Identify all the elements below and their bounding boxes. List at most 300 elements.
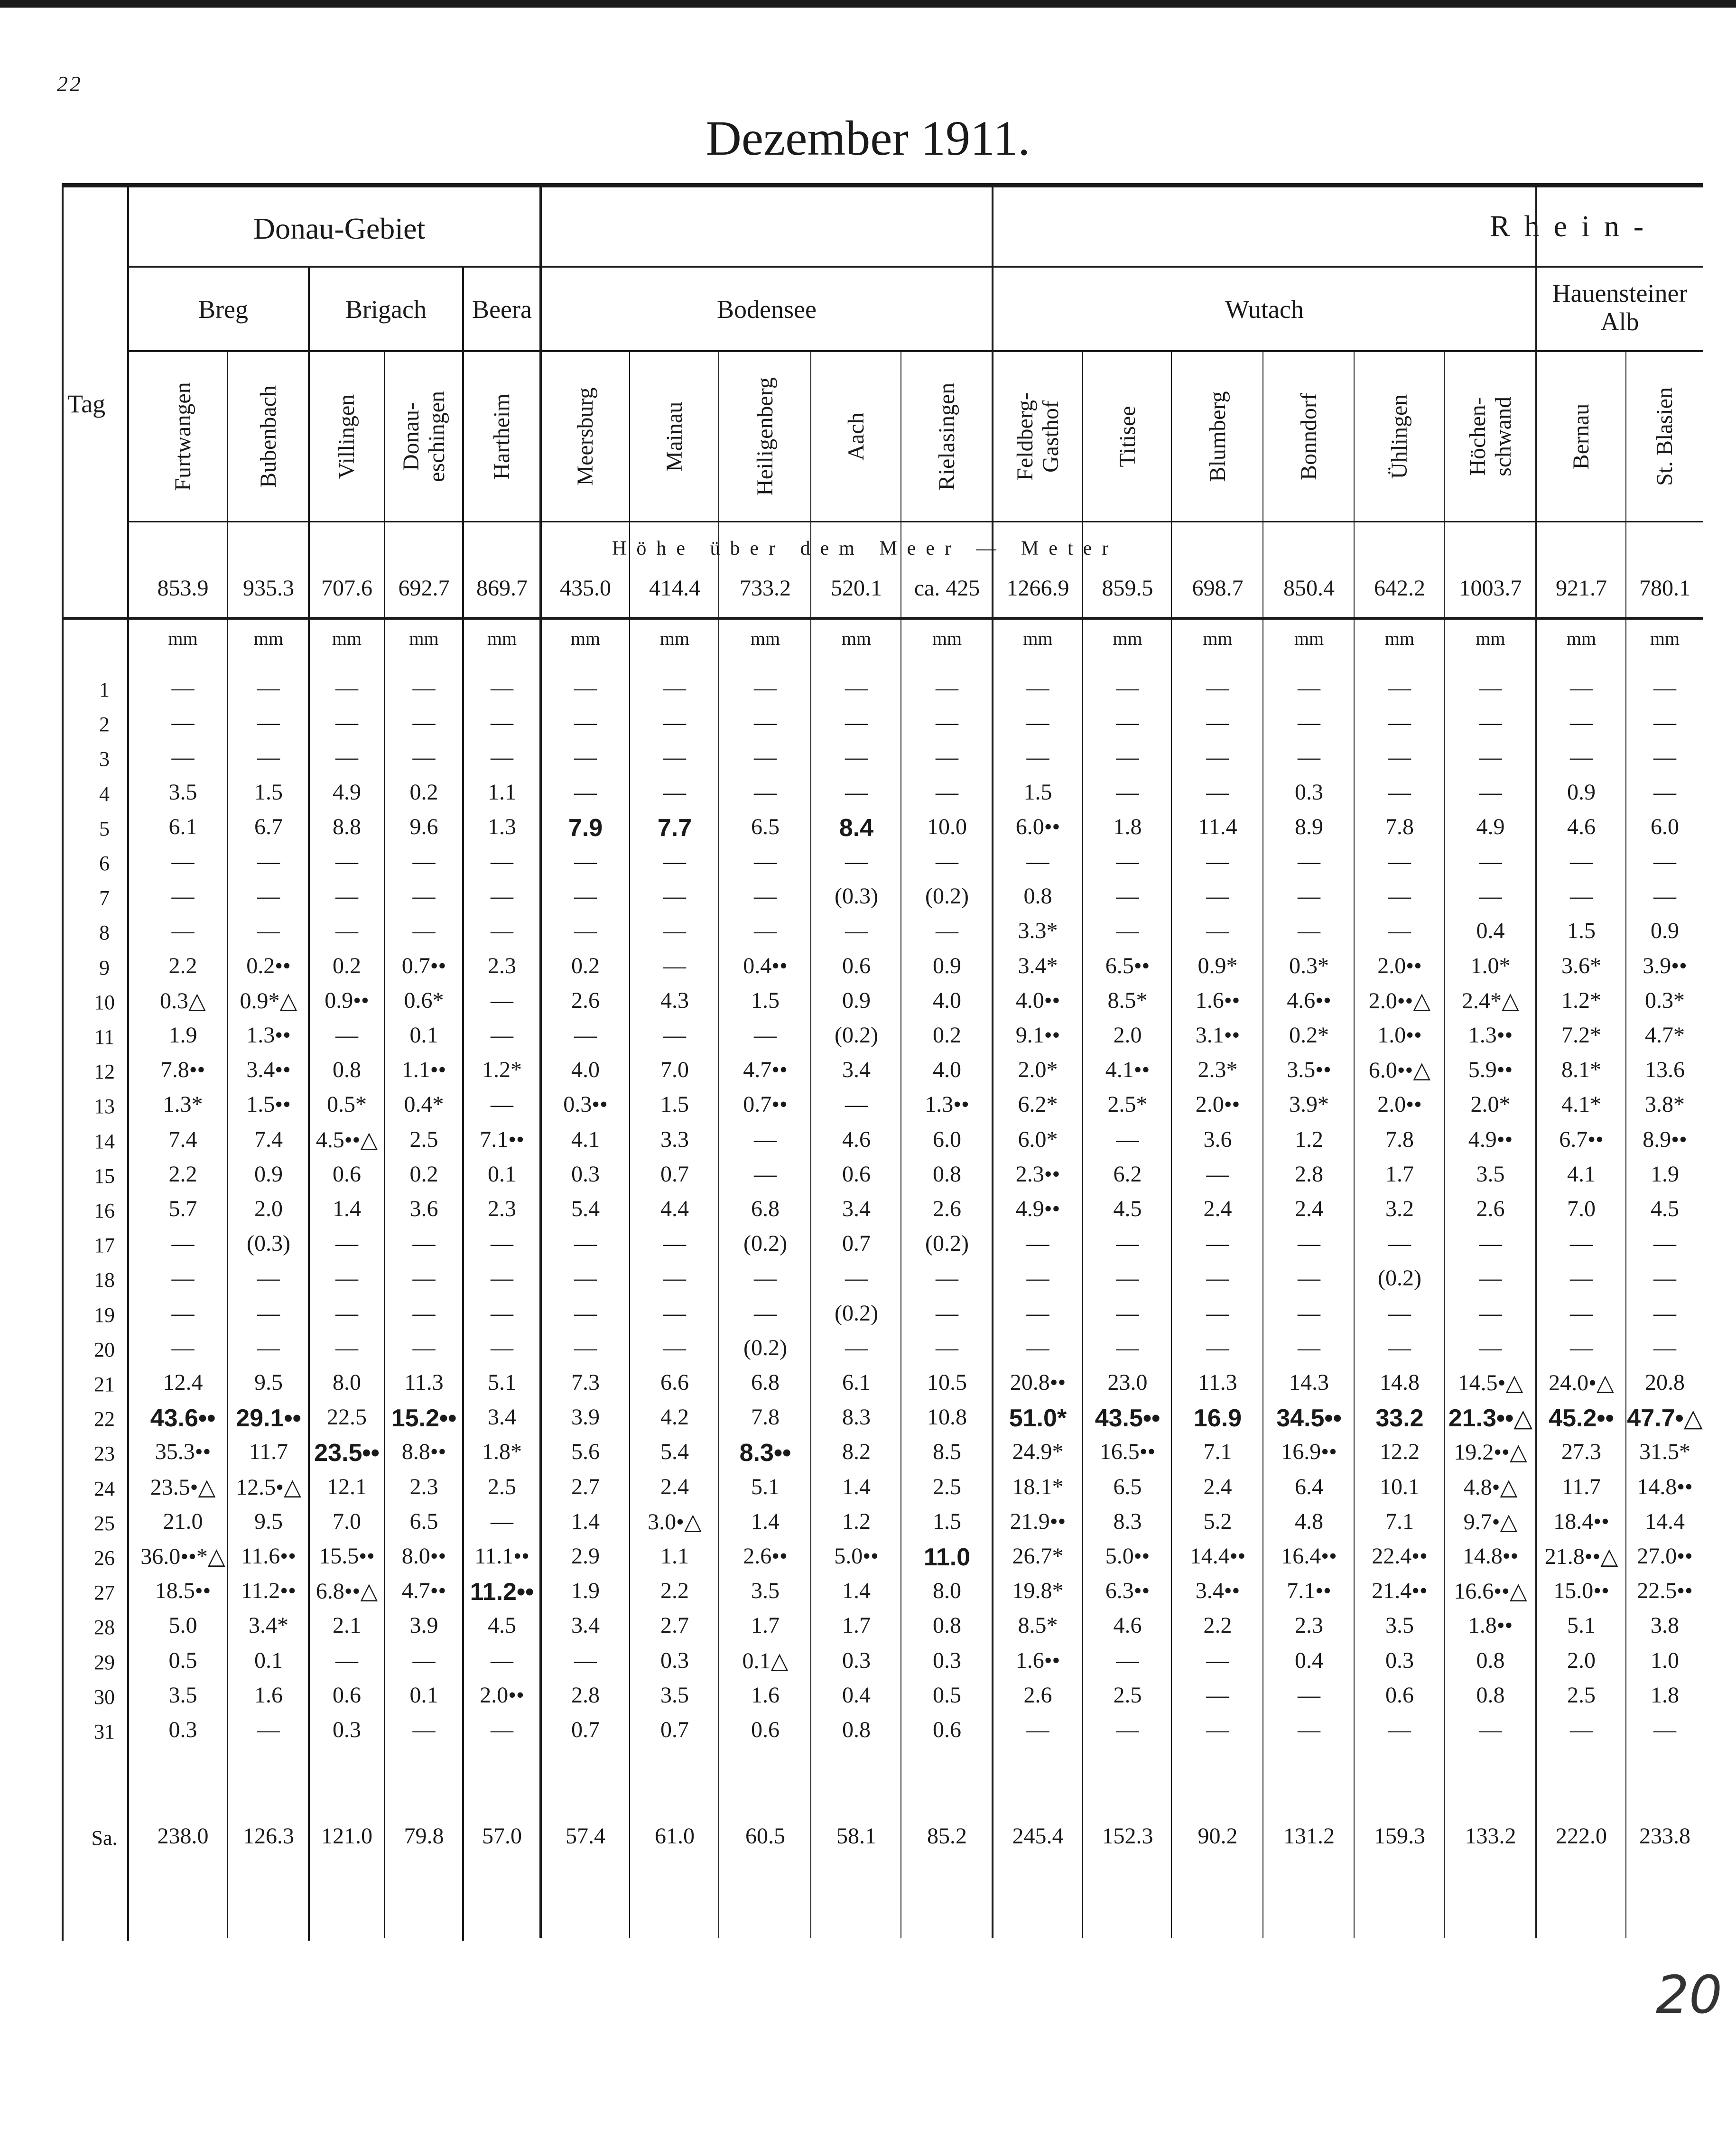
unit-label: mm: [750, 628, 780, 649]
data-cell: —: [1653, 1335, 1676, 1360]
data-cell: —: [574, 1335, 597, 1360]
data-cell: 1.9: [571, 1578, 600, 1604]
station-name-5: Hartheim: [489, 393, 514, 480]
day-number: 5: [99, 817, 110, 840]
data-cell: —: [1298, 1717, 1320, 1742]
day-number: 7: [99, 886, 110, 910]
data-cell: —: [335, 675, 358, 700]
data-cell: 2.0••: [1195, 1092, 1240, 1117]
data-cell: 1.5: [933, 1508, 961, 1534]
data-cell: 1.3••: [1468, 1023, 1513, 1048]
data-cell: 3.4: [488, 1404, 516, 1430]
data-cell: 1.5: [1023, 779, 1052, 805]
data-cell: 5.2: [1203, 1508, 1232, 1534]
page-number: 22: [57, 72, 83, 96]
unit-label: mm: [1203, 628, 1233, 649]
data-cell: 7.8: [1385, 814, 1414, 839]
data-cell: 4.9••: [1015, 1196, 1060, 1221]
data-cell: 8.8••: [401, 1439, 446, 1465]
data-cell: 15.5••: [319, 1544, 375, 1569]
data-cell: 0.9*△: [240, 988, 297, 1014]
day-number: 13: [94, 1095, 115, 1118]
data-cell: —: [1026, 1335, 1049, 1360]
data-cell: 3.6: [1203, 1126, 1232, 1152]
sum-cell: 85.2: [927, 1823, 967, 1849]
data-cell: 1.3••: [246, 1023, 291, 1048]
station-name-18: St. Blasien: [1652, 387, 1677, 486]
data-cell: —: [1653, 744, 1676, 770]
data-cell: —: [574, 849, 597, 874]
data-cell: 0.2*: [1289, 1023, 1329, 1048]
data-cell: 11.7: [249, 1439, 288, 1465]
data-cell: —: [1026, 1717, 1049, 1742]
data-cell: —: [1298, 675, 1320, 700]
day-number: 16: [94, 1199, 115, 1222]
data-cell: (0.2): [1378, 1265, 1421, 1291]
data-cell: 2.2: [168, 1161, 197, 1187]
data-cell: 1.0*: [1470, 953, 1511, 978]
data-cell: 5.1: [488, 1370, 516, 1395]
station-elevation: 642.2: [1374, 576, 1425, 601]
data-cell: 0.3: [660, 1647, 689, 1673]
data-cell: 5.0: [168, 1613, 197, 1638]
data-cell: —: [663, 675, 686, 700]
rule-group-bottom: [128, 266, 1703, 268]
data-cell: —: [412, 884, 436, 909]
data-cell: 3.9: [571, 1404, 600, 1430]
day-number: 10: [94, 990, 115, 1014]
data-cell: —: [1388, 675, 1411, 700]
data-cell: —: [845, 779, 868, 805]
data-cell: —: [1116, 779, 1139, 805]
data-cell: 0.5: [933, 1682, 961, 1708]
data-cell: 0.8: [1476, 1647, 1505, 1673]
data-cell: 5.4: [660, 1439, 689, 1465]
sum-cell: 58.1: [836, 1823, 876, 1849]
data-cell: 1.5: [1567, 918, 1596, 944]
data-cell: —: [335, 1231, 358, 1256]
data-cell: 6.0*: [1018, 1126, 1058, 1152]
data-cell: 1.5: [660, 1092, 689, 1117]
data-cell: —: [1026, 1265, 1049, 1291]
station-name-10: Rielasingen: [934, 382, 959, 491]
data-cell: 6.7••: [1559, 1126, 1604, 1152]
data-cell: —: [1026, 675, 1049, 700]
data-cell: —: [936, 744, 958, 770]
data-cell: —: [754, 1023, 777, 1048]
data-cell: 2.5*: [1107, 1092, 1148, 1117]
station-elevation: 1266.9: [1006, 576, 1069, 601]
data-cell: —: [1206, 1161, 1229, 1187]
handwritten-stamp: 20: [1656, 1964, 1722, 2025]
data-cell: —: [1479, 849, 1502, 874]
data-cell: 1.5••: [246, 1092, 291, 1117]
data-cell: 4.0: [571, 1057, 600, 1083]
data-cell: 4.7••: [743, 1057, 788, 1083]
data-cell: 4.1••: [1105, 1057, 1150, 1083]
data-cell: —: [491, 1231, 513, 1256]
data-cell: 2.3: [409, 1474, 438, 1499]
data-cell: —: [754, 1161, 777, 1187]
data-cell: 1.3••: [925, 1092, 969, 1117]
unit-label: mm: [253, 628, 284, 649]
data-cell: 0.1: [254, 1647, 283, 1673]
day-number: 29: [94, 1650, 115, 1674]
data-cell: 0.3*: [1289, 953, 1329, 978]
data-cell: 1.2*: [482, 1057, 522, 1083]
unit-label: mm: [1023, 628, 1053, 649]
data-cell: —: [663, 918, 686, 944]
data-cell: 21.0: [163, 1508, 203, 1534]
data-cell: 4.8•△: [1463, 1474, 1518, 1500]
data-cell: 13.6: [1645, 1057, 1685, 1083]
unit-label: mm: [932, 628, 962, 649]
station-name-7: Mainau: [662, 401, 687, 472]
data-cell: 16.9: [1193, 1404, 1242, 1432]
data-cell: 22.5: [327, 1404, 367, 1430]
data-cell: 1.7: [751, 1613, 780, 1638]
data-cell: 1.5: [751, 987, 780, 1013]
data-cell: —: [574, 1023, 597, 1048]
data-cell: 6.8••△: [316, 1579, 378, 1604]
data-cell: —: [412, 675, 436, 700]
day-number: 21: [94, 1373, 115, 1396]
data-cell: 2.0: [1113, 1023, 1142, 1048]
data-cell: 2.9: [571, 1544, 600, 1569]
data-cell: 5.0••: [834, 1544, 879, 1569]
data-cell: 0.7: [660, 1161, 689, 1187]
data-cell: 0.9: [842, 987, 871, 1013]
station-name-6: Meersburg: [573, 387, 598, 486]
data-cell: —: [1298, 918, 1320, 944]
data-cell: 3.4: [842, 1057, 871, 1083]
data-cell: —: [663, 779, 686, 805]
data-cell: 2.4*△: [1462, 988, 1519, 1014]
data-cell: 14.5•△: [1457, 1370, 1523, 1395]
data-cell: 8.0: [333, 1370, 361, 1395]
data-cell: 7.8: [751, 1404, 780, 1430]
data-cell: —: [754, 675, 777, 700]
data-cell: 4.3: [660, 987, 689, 1013]
data-cell: (0.2): [835, 1023, 878, 1048]
data-cell: —: [754, 1126, 777, 1152]
data-cell: 8.3: [1113, 1508, 1142, 1534]
data-cell: 23.5••: [314, 1439, 380, 1467]
data-cell: 2.0••: [1377, 953, 1422, 978]
data-cell: 7.4: [254, 1126, 283, 1152]
station-name-11: Feldberg- Gasthof: [1012, 392, 1063, 481]
sum-cell: 57.0: [482, 1823, 522, 1849]
data-cell: —: [574, 918, 597, 944]
rule-river-bottom: [128, 350, 1703, 352]
station-elevation: 859.5: [1102, 576, 1153, 601]
data-cell: 14.8••: [1637, 1474, 1693, 1499]
data-cell: —: [1298, 744, 1320, 770]
data-cell: 3.1••: [1195, 1023, 1240, 1048]
data-cell: —: [1298, 1300, 1320, 1326]
rule-left-outer: [62, 185, 64, 1941]
station-elevation: 869.7: [476, 576, 528, 601]
data-cell: 51.0*: [1009, 1404, 1067, 1432]
data-cell: 4.8: [1295, 1508, 1323, 1534]
data-cell: 34.5••: [1276, 1404, 1342, 1432]
data-cell: 0.3: [933, 1647, 961, 1673]
station-elevation: 707.6: [321, 576, 372, 601]
data-cell: 8.1*: [1561, 1057, 1601, 1083]
data-cell: —: [1570, 1265, 1593, 1291]
data-cell: —: [1388, 884, 1411, 909]
data-cell: 43.6••: [150, 1404, 216, 1432]
data-cell: 0.2: [933, 1023, 961, 1048]
unit-label: mm: [409, 628, 439, 649]
day-column-header: Tag: [67, 390, 106, 418]
data-cell: 21.3••△: [1448, 1404, 1533, 1432]
data-cell: 8.0••: [401, 1544, 446, 1569]
data-cell: —: [491, 1508, 513, 1534]
data-cell: 11.0: [923, 1544, 971, 1571]
data-cell: 0.5: [168, 1647, 197, 1673]
data-cell: 4.5: [1651, 1196, 1679, 1221]
data-cell: —: [412, 710, 436, 735]
data-cell: —: [412, 1300, 436, 1326]
data-cell: —: [171, 849, 195, 874]
unit-label: mm: [841, 628, 872, 649]
data-cell: 0.2: [409, 1161, 438, 1187]
data-cell: (0.2): [743, 1335, 787, 1360]
data-cell: 1.3: [488, 814, 516, 839]
data-cell: —: [1570, 675, 1593, 700]
data-cell: 6.2: [1113, 1161, 1142, 1187]
data-cell: —: [663, 1300, 686, 1326]
data-cell: 2.7: [571, 1474, 600, 1499]
data-cell: 7.0: [660, 1057, 689, 1083]
station-elevation: 435.0: [560, 576, 611, 601]
data-cell: 2.2: [660, 1578, 689, 1604]
data-cell: 0.2: [571, 953, 600, 978]
data-cell: 1.1••: [401, 1057, 446, 1083]
data-cell: —: [1388, 1231, 1411, 1256]
data-cell: —: [574, 675, 597, 700]
data-cell: —: [1570, 1300, 1593, 1326]
data-cell: —: [1206, 1647, 1229, 1673]
station-name-3: Villingen: [334, 394, 359, 479]
rule-station-bottom: [128, 521, 1703, 522]
data-cell: 0.1: [409, 1682, 438, 1708]
data-cell: —: [845, 744, 868, 770]
data-cell: —: [1388, 710, 1411, 735]
data-cell: 7.1••: [1287, 1578, 1331, 1604]
data-cell: 4.6: [1567, 814, 1596, 839]
data-cell: 4.0: [933, 987, 961, 1013]
data-cell: 21.9••: [1010, 1508, 1066, 1534]
data-cell: 2.0: [254, 1196, 283, 1221]
data-cell: —: [335, 1265, 358, 1291]
day-number: 27: [94, 1581, 115, 1605]
data-cell: —: [412, 1231, 436, 1256]
data-cell: 2.1: [333, 1613, 361, 1638]
data-cell: 2.4: [1203, 1196, 1232, 1221]
data-cell: —: [1206, 849, 1229, 874]
data-cell: 2.3••: [1015, 1161, 1060, 1187]
data-cell: 8.4: [839, 814, 874, 842]
data-cell: 33.2: [1375, 1404, 1424, 1432]
data-cell: —: [845, 710, 868, 735]
data-cell: 11.4: [1198, 814, 1237, 839]
data-cell: —: [663, 1265, 686, 1291]
data-cell: —: [1116, 744, 1139, 770]
data-cell: (0.2): [925, 1231, 969, 1256]
data-cell: —: [1653, 1300, 1676, 1326]
data-cell: 4.5: [1113, 1196, 1142, 1221]
day-number: 22: [94, 1407, 115, 1431]
data-cell: 1.1: [660, 1544, 689, 1569]
data-cell: 14.4: [1645, 1508, 1685, 1534]
data-cell: 1.1: [488, 779, 516, 805]
data-cell: 7.7: [657, 814, 692, 842]
river-header: Bodensee: [717, 295, 817, 324]
data-cell: —: [257, 1300, 280, 1326]
data-cell: 22.4••: [1372, 1544, 1428, 1569]
data-cell: —: [491, 849, 513, 874]
data-cell: 0.9: [1651, 918, 1679, 944]
station-elevation: 520.1: [831, 576, 882, 601]
data-cell: —: [1026, 744, 1049, 770]
data-cell: 3.5: [1385, 1613, 1414, 1638]
station-elevation: ca. 425: [914, 576, 980, 601]
data-cell: 1.6: [751, 1682, 780, 1708]
data-cell: 1.4: [842, 1474, 871, 1499]
data-cell: —: [1388, 1300, 1411, 1326]
data-cell: —: [1653, 849, 1676, 874]
data-cell: —: [1570, 849, 1593, 874]
data-cell: 0.4: [1476, 918, 1505, 944]
data-cell: 12.2: [1380, 1439, 1420, 1465]
data-cell: 4.9••: [1468, 1126, 1513, 1152]
data-cell: 21.8••△: [1544, 1544, 1618, 1569]
data-cell: 0.4: [842, 1682, 871, 1708]
data-cell: 5.7: [168, 1196, 197, 1221]
data-cell: —: [1116, 1647, 1139, 1673]
data-cell: 0.3: [333, 1717, 361, 1742]
data-cell: —: [754, 884, 777, 909]
data-cell: 0.6*: [404, 987, 444, 1013]
unit-label: mm: [487, 628, 517, 649]
data-cell: 0.3: [1295, 779, 1323, 805]
unit-label: mm: [1384, 628, 1415, 649]
data-cell: —: [1653, 1717, 1676, 1742]
data-cell: 3.4: [571, 1613, 600, 1638]
day-number: 9: [99, 956, 110, 979]
data-cell: —: [754, 710, 777, 735]
data-cell: 14.3: [1289, 1370, 1329, 1395]
data-cell: 3.4*: [1018, 953, 1058, 978]
data-cell: 7.2*: [1561, 1023, 1601, 1048]
data-cell: —: [1116, 1265, 1139, 1291]
data-cell: 7.3: [571, 1370, 600, 1395]
data-cell: 0.7••: [743, 1092, 788, 1117]
group-header-donau: Donau-Gebiet: [253, 212, 426, 245]
day-number: 8: [99, 921, 110, 945]
day-number: 18: [94, 1268, 115, 1292]
data-cell: 2.8: [1295, 1161, 1323, 1187]
data-cell: 11.6••: [241, 1544, 296, 1569]
station-name-14: Bonndorf: [1296, 393, 1321, 480]
data-cell: —: [491, 1300, 513, 1326]
data-cell: —: [1026, 1231, 1049, 1256]
day-number: 14: [94, 1129, 115, 1153]
data-cell: 6.8: [751, 1196, 780, 1221]
data-cell: 2.2: [1203, 1613, 1232, 1638]
data-cell: 9.5: [254, 1370, 283, 1395]
day-number: 12: [94, 1060, 115, 1084]
data-cell: 10.0: [927, 814, 967, 839]
data-cell: —: [1388, 1335, 1411, 1360]
data-cell: 10.5: [927, 1370, 967, 1395]
data-cell: 9.7•△: [1463, 1509, 1518, 1535]
data-cell: 0.9: [1567, 779, 1596, 805]
day-number: 30: [94, 1685, 115, 1709]
data-cell: —: [1298, 1682, 1320, 1708]
sum-cell: 131.2: [1283, 1823, 1335, 1849]
data-cell: —: [1570, 744, 1593, 770]
unit-label: mm: [1476, 628, 1505, 649]
data-cell: 20.8: [1645, 1370, 1685, 1395]
data-cell: 14.4••: [1189, 1544, 1246, 1569]
data-cell: —: [1206, 744, 1229, 770]
data-cell: 6.5: [409, 1508, 438, 1534]
data-cell: 6.4: [1295, 1474, 1323, 1499]
data-cell: 1.8*: [482, 1439, 522, 1465]
data-cell: 2.4: [660, 1474, 689, 1499]
data-cell: 2.0••: [480, 1682, 524, 1708]
day-number: 4: [99, 782, 110, 806]
data-cell: 4.1: [571, 1126, 600, 1152]
data-cell: —: [1116, 1231, 1139, 1256]
data-cell: 6.0••: [1015, 814, 1060, 839]
data-cell: 0.7••: [401, 953, 446, 978]
data-cell: 11.2••: [241, 1578, 296, 1604]
data-cell: —: [1206, 675, 1229, 700]
data-cell: 5.6: [571, 1439, 600, 1465]
data-cell: 3.5: [751, 1578, 780, 1604]
data-cell: —: [845, 1335, 868, 1360]
data-cell: 4.0: [933, 1057, 961, 1083]
data-cell: —: [491, 710, 513, 735]
data-cell: —: [1298, 1335, 1320, 1360]
data-cell: 4.9: [333, 779, 361, 805]
sum-cell: 238.0: [157, 1823, 209, 1849]
data-cell: 0.9: [254, 1161, 283, 1187]
data-cell: —: [1570, 710, 1593, 735]
data-cell: 9.1••: [1015, 1023, 1060, 1048]
data-cell: 3.3: [660, 1126, 689, 1152]
data-cell: 15.2••: [391, 1404, 457, 1432]
data-cell: (0.3): [247, 1231, 290, 1256]
data-cell: 20.8••: [1010, 1370, 1066, 1395]
data-cell: —: [1026, 710, 1049, 735]
sum-cell: 133.2: [1465, 1823, 1516, 1849]
data-cell: 0.8: [933, 1613, 961, 1638]
data-cell: 0.7: [842, 1231, 871, 1256]
station-name-2: Bubenbach: [256, 385, 281, 488]
station-elevation: 935.3: [243, 576, 294, 601]
data-cell: —: [171, 675, 195, 700]
station-elevation: 698.7: [1192, 576, 1244, 601]
data-cell: 0.7: [571, 1717, 600, 1742]
data-cell: —: [491, 884, 513, 909]
data-cell: 26.7*: [1012, 1544, 1064, 1569]
data-cell: 0.4••: [743, 953, 788, 978]
